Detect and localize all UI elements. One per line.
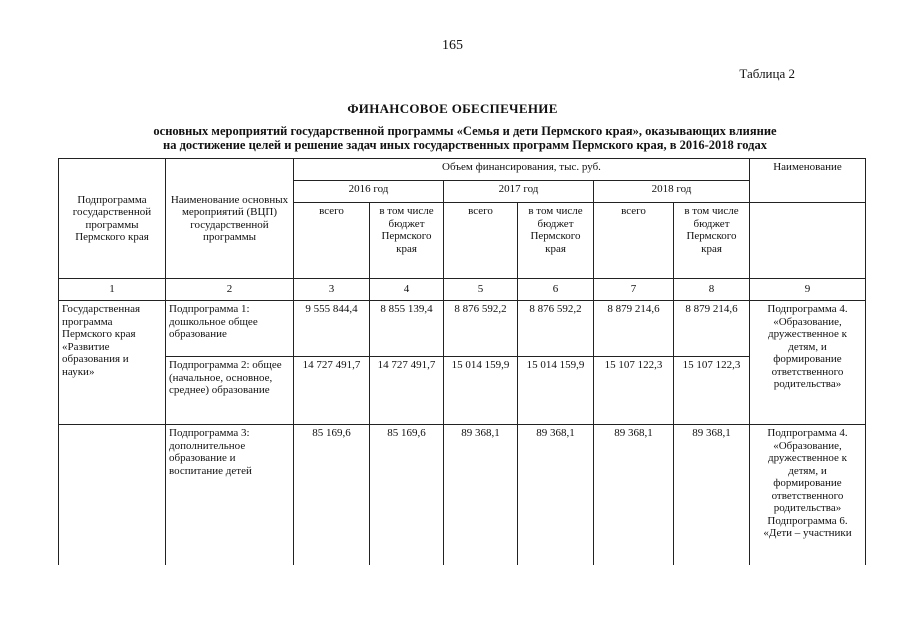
value-2016-budget: 14 727 491,7 xyxy=(370,357,444,425)
value-2016-total: 9 555 844,4 xyxy=(294,301,370,357)
column-number: 1 xyxy=(59,279,166,301)
value-2017-budget: 8 876 592,2 xyxy=(518,301,594,357)
document-subtitle xyxy=(50,124,880,152)
subtitle-line-1: основных мероприятий государственной программы «Семья и дети Пермского края», оказывающих влияние xyxy=(153,124,777,138)
header-activity-name: Наименование основных мероприятий (ВЦП) государственной программы xyxy=(166,159,294,279)
related-subprogram: Подпрограмма 4. «Образование, дружественное к детям, и формирование ответственного родительства» xyxy=(750,301,866,425)
value-2016-total: 85 169,6 xyxy=(294,425,370,565)
value-2016-total: 14 727 491,7 xyxy=(294,357,370,425)
table-label: Таблица 2 xyxy=(739,66,795,81)
financing-table-wrapper xyxy=(58,158,866,565)
header-row-1 xyxy=(59,159,866,181)
value-2017-budget: 89 368,1 xyxy=(518,425,594,565)
column-number: 3 xyxy=(294,279,370,301)
header-year-2018: 2018 год xyxy=(594,181,750,203)
header-name: Наименование xyxy=(750,159,866,203)
value-2017-total: 15 014 159,9 xyxy=(444,357,518,425)
header-year-2017: 2017 год xyxy=(444,181,594,203)
header-2016-total: всего xyxy=(294,203,370,279)
column-number-row xyxy=(59,279,866,301)
header-name-empty xyxy=(750,203,866,279)
value-2018-budget: 89 368,1 xyxy=(674,425,750,565)
value-2017-total: 89 368,1 xyxy=(444,425,518,565)
table-row xyxy=(59,301,866,357)
value-2016-budget: 85 169,6 xyxy=(370,425,444,565)
value-2018-total: 15 107 122,3 xyxy=(594,357,674,425)
column-number: 5 xyxy=(444,279,518,301)
program-name: Государственная программа Пермского края «Развитие образования и науки» xyxy=(59,301,166,425)
header-2017-budget: в том числе бюджет Пермского края xyxy=(518,203,594,279)
header-year-2016: 2016 год xyxy=(294,181,444,203)
column-number: 8 xyxy=(674,279,750,301)
financing-table xyxy=(58,158,866,565)
column-number: 2 xyxy=(166,279,294,301)
table-row xyxy=(59,357,866,425)
row-name: Подпрограмма 1: дошкольное общее образование xyxy=(166,301,294,357)
header-2017-total: всего xyxy=(444,203,518,279)
value-2018-total: 89 368,1 xyxy=(594,425,674,565)
value-2017-budget: 15 014 159,9 xyxy=(518,357,594,425)
column-number: 6 xyxy=(518,279,594,301)
header-2018-budget: в том числе бюджет Пермского края xyxy=(674,203,750,279)
value-2018-budget: 15 107 122,3 xyxy=(674,357,750,425)
document-title: ФИНАНСОВОЕ ОБЕСПЕЧЕНИЕ xyxy=(347,101,558,116)
value-2016-budget: 8 855 139,4 xyxy=(370,301,444,357)
program-name-continued xyxy=(59,425,166,565)
page-number: 165 xyxy=(442,38,463,53)
header-2016-budget: в том числе бюджет Пермского края xyxy=(370,203,444,279)
header-funding: Объем финансирования, тыс. руб. xyxy=(294,159,750,181)
value-2018-total: 8 879 214,6 xyxy=(594,301,674,357)
row-name: Подпрограмма 3: дополнительное образование и воспитание детей xyxy=(166,425,294,565)
value-2017-total: 8 876 592,2 xyxy=(444,301,518,357)
header-subprogram: Подпрограмма государственной программы Пермского края xyxy=(59,159,166,279)
subtitle-line-2: на достижение целей и решение задач иных государственных программ Пермского края, в 2016-2018 годах xyxy=(163,138,767,152)
value-2018-budget: 8 879 214,6 xyxy=(674,301,750,357)
column-number: 4 xyxy=(370,279,444,301)
table-row xyxy=(59,425,866,565)
row-name: Подпрограмма 2: общее (начальное, основное, среднее) образование xyxy=(166,357,294,425)
header-2018-total: всего xyxy=(594,203,674,279)
column-number: 7 xyxy=(594,279,674,301)
related-subprogram: Подпрограмма 4. «Образование, дружественное к детям, и формирование ответственного родительства» Подпрограмма 6. «Дети – участники xyxy=(750,425,866,565)
column-number: 9 xyxy=(750,279,866,301)
